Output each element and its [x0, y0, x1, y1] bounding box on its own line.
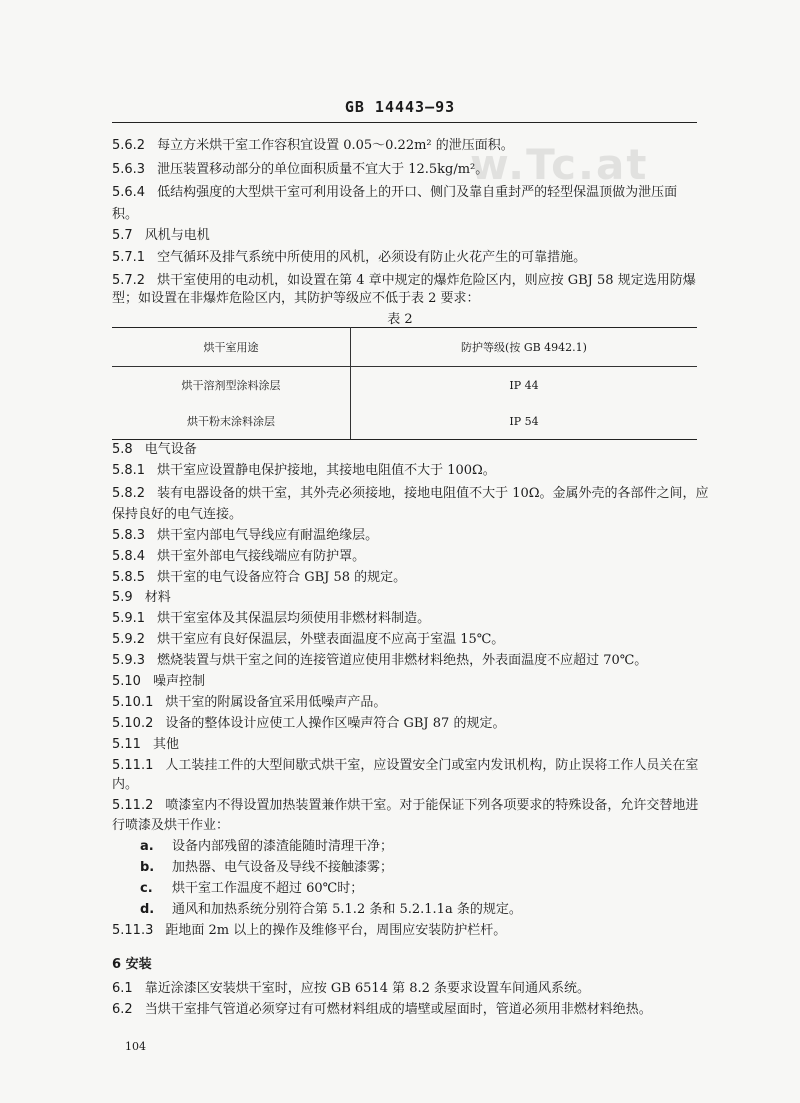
clause-5-10-1: 5.10.1 烘干室的附属设备宜采用低噪声产品。 [112, 695, 387, 710]
list-item-d: d. 通风和加热系统分别符合第 5.1.2 条和 5.2.1.1a 条的规定。 [140, 902, 522, 917]
clause-5-11-2-cont: 行喷漆及烘干作业： [112, 818, 230, 833]
clause-5-9-1: 5.9.1 烘干室室体及其保温层均须使用非燃材料制造。 [112, 611, 431, 626]
list-item-c: c. 烘干室工作温度不超过 60℃时； [140, 881, 364, 896]
table-header-row [112, 328, 697, 367]
standard-header: GB 14443—93 [344, 98, 456, 116]
clause-5-10-2: 5.10.2 设备的整体设计应使工人操作区噪声符合 GBJ 87 的规定。 [112, 716, 506, 731]
section-6-title: 6 安装 [112, 957, 152, 972]
section-5-11-title: 5.11 其他 [112, 737, 179, 752]
table-caption: 表 2 [387, 312, 413, 327]
table-cell: 烘干溶剂型涂料涂层 [112, 367, 351, 404]
clause-5-8-1: 5.8.1 烘干室应设置静电保护接地，其接地电阻值不大于 100Ω。 [112, 463, 496, 478]
clause-5-8-5: 5.8.5 烘干室的电气设备应符合 GBJ 58 的规定。 [112, 570, 407, 585]
list-item-a: a. 设备内部残留的漆渣能随时清理干净； [140, 839, 394, 854]
clause-5-6-3: 5.6.3 泄压装置移动部分的单位面积质量不宜大于 12.5kg/m²。 [112, 162, 489, 177]
clause-5-11-1: 5.11.1 人工装挂工件的大型间歇式烘干室，应设置安全门或室内发讯机构，防止误将工作人员关在室 [112, 758, 699, 773]
clause-5-9-3: 5.9.3 燃烧装置与烘干室之间的连接管道应使用非燃材料绝热，外表面温度不应超过 70℃。 [112, 653, 648, 668]
section-5-9-title: 5.9 材料 [112, 590, 171, 605]
section-5-7-title: 5.7 风机与电机 [112, 228, 210, 243]
clause-6-1: 6.1 靠近涂漆区安装烘干室时，应按 GB 6514 第 8.2 条要求设置车间通风系统。 [112, 981, 591, 996]
table-2 [112, 327, 697, 440]
clause-5-11-3: 5.11.3 距地面 2m 以上的操作及维修平台，周围应安装防护栏杆。 [112, 923, 507, 938]
clause-5-8-4: 5.8.4 烘干室外部电气接线端应有防护罩。 [112, 549, 366, 564]
table-cell: IP 44 [509, 378, 539, 392]
header-rule [112, 122, 697, 123]
table-header-cell: 防护等级(按 GB 4942.1) [351, 328, 698, 367]
list-item-b: b. 加热器、电气设备及导线不接触漆雾； [140, 860, 394, 875]
section-5-8-title: 5.8 电气设备 [112, 442, 197, 457]
clause-5-7-1: 5.7.1 空气循环及排气系统中所使用的风机，必须设有防止火花产生的可靠措施。 [112, 250, 587, 265]
clause-5-7-2: 5.7.2 烘干室使用的电动机，如设置在第 4 章中规定的爆炸危险区内，则应按 GBJ 58 规定选用防爆 [112, 273, 696, 288]
clause-5-11-1-cont: 内。 [112, 777, 139, 792]
table-cell: 烘干粉末涂料涂层 [112, 403, 351, 440]
page-number: 104 [125, 1040, 146, 1053]
clause-5-9-2: 5.9.2 烘干室应有良好保温层，外壁表面温度不应高于室温 15℃。 [112, 632, 505, 647]
clause-5-8-2-cont: 保持良好的电气连接。 [112, 507, 243, 522]
section-5-10-title: 5.10 噪声控制 [112, 674, 205, 689]
clause-5-8-2: 5.8.2 装有电器设备的烘干室，其外壳必须接地，接地电阻值不大于 10Ω。金属外壳的各部件之间，应 [112, 486, 709, 501]
table-row [112, 403, 697, 440]
table-cell: IP 54 [351, 403, 698, 440]
table-header-cell: 烘干室用途 [112, 328, 351, 367]
table-row [112, 367, 697, 404]
clause-5-11-2: 5.11.2 喷漆室内不得设置加热装置兼作烘干室。对于能保证下列各项要求的特殊设备，允许交替地进 [112, 798, 699, 813]
clause-5-8-3: 5.8.3 烘干室内部电气导线应有耐温绝缘层。 [112, 528, 379, 543]
clause-5-7-2-cont: 型；如设置在非爆炸危险区内，其防护等级应不低于表 2 要求： [112, 291, 480, 306]
clause-5-6-4: 5.6.4 低结构强度的大型烘干室可利用设备上的开口、侧门及靠自重封严的轻型保温顶做为泄压面 [112, 185, 678, 200]
clause-5-6-2: 5.6.2 每立方米烘干室工作容积宜设置 0.05～0.22m² 的泄压面积。 [112, 138, 514, 153]
watermark: w.Tc.at [470, 140, 649, 189]
clause-5-6-4-cont: 积。 [112, 207, 139, 222]
clause-6-2: 6.2 当烘干室排气管道必须穿过有可燃材料组成的墙壁或屋面时，管道必须用非燃材料绝热。 [112, 1002, 652, 1017]
